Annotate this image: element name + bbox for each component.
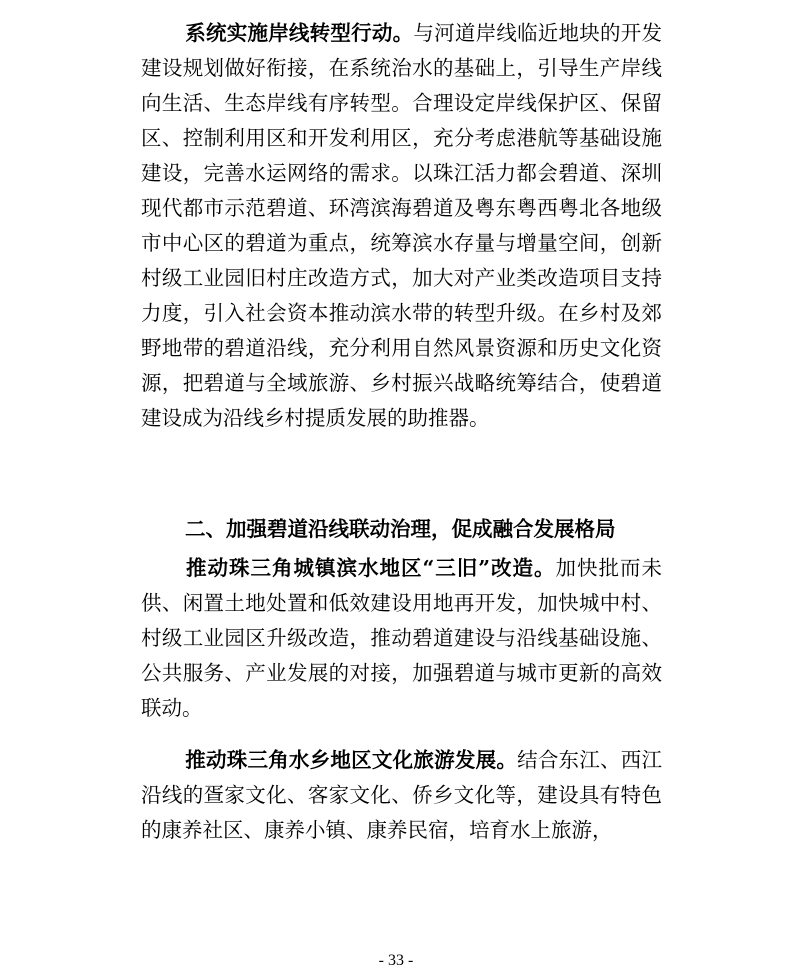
paragraph-body: 加快批而未供、闲置土地处置和低效建设用地再开发，加快城中村、村级工业园区升级改造，推动碧道建设与沿线基础设施、公共服务、产业发展的对接，加强碧道与城市更新的高效联动。 [141, 556, 662, 720]
paragraph-body: 与河道岸线临近地块的开发建设规划做好衔接，在系统治水的基础上，引导生产岸线向生活、生态岸线有序转型。合理设定岸线保护区、保留区、控制利用区和开发利用区，充分考虑港航等基础设施建设，完善水运网络的需求。以珠江活力都会碧道、深圳现代都市示范碧道、环湾滨海碧道及粤东粤西粤北各地级市中心区的碧道为重点，统筹滨水存量与增量空间，创新村级工业园旧村庄改造方式，加大对产业类改造项目支持力度，引入社会资本推动滨水带的转型升级。在乡村及郊野地带的碧道沿线，充分利用自然风景资源和历史文化资源，把碧道与全域旅游、乡村振兴战略统筹结合，使碧道建设成为沿线乡村提质发展的助推器。 [141, 21, 663, 430]
section-heading: 二、加强碧道沿线联动治理，促成融合发展格局 [185, 517, 616, 541]
paragraph-body: 结合东江、西江沿线的疍家文化、客家文化、侨乡文化等，建设具有特色的康养社区、康养小镇、康养民宿，培育水上旅游， [141, 748, 663, 842]
paragraph-lead: 系统实施岸线转型行动。 [185, 21, 414, 45]
page-number: - 33 - [378, 952, 414, 969]
paragraph-water-town-tourism [141, 743, 662, 848]
paragraph-lead: 推动珠三角水乡地区文化旅游发展。 [185, 748, 518, 772]
paragraph-three-old-renovation [141, 551, 662, 726]
paragraph-shoreline-transformation [141, 16, 662, 436]
paragraph-lead: 推动珠三角城镇滨水地区“三旧”改造。 [185, 556, 556, 580]
